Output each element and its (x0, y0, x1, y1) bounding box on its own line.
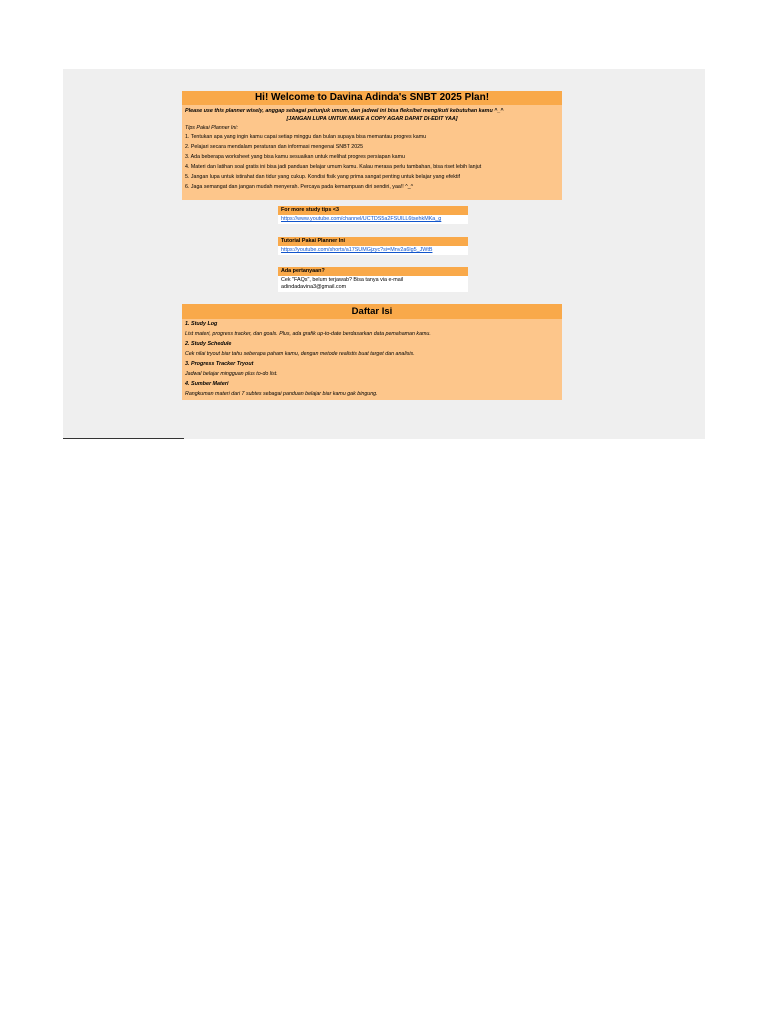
toc-item-title: 1. Study Log (185, 321, 218, 327)
toc-item-title: 2. Study Schedule (185, 341, 232, 347)
toc-item-title: 4. Sumber Materi (185, 381, 229, 387)
study-tips-link[interactable]: https://www.youtube.com/channel/UCTDS5a2FSUlLL6tsehkMKa_g (281, 216, 442, 222)
toc-title: Daftar Isi (182, 304, 562, 319)
tip-item: 6. Jaga semangat dan jangan mudah menyerah. Percaya pada kemampuan diri sendiri, yaa!! ^_^ (185, 184, 414, 190)
study-tips-card (278, 206, 468, 224)
study-tips-label: For more study tips <3 (278, 206, 468, 215)
tip-item: 3. Ada beberapa worksheet yang bisa kamu sesuaikan untuk melihat progres persiapan kamu (185, 154, 405, 160)
study-tips-cell (278, 215, 468, 224)
toc-item-desc: Jadwal belajar mingguan plus to-do list. (185, 371, 278, 377)
tutorial-card (278, 237, 468, 255)
tutorial-cell (278, 246, 468, 255)
tip-item: 4. Materi dan latihan soal gratis ini bisa jadi panduan belajar umum kamu. Kalau merasa perlu tambahan, bisa riset lebih lanjut (185, 164, 482, 170)
faq-cell (278, 276, 468, 292)
toc-item-desc: Cek nilai tryout biar tahu seberapa paham kamu, dengan metode realistis buat target dan analisis. (185, 351, 415, 357)
toc-item-title: 3. Progress Tracker Tryout (185, 361, 254, 367)
divider-line (63, 438, 184, 439)
welcome-title: Hi! Welcome to Davina Adinda's SNBT 2025 Plan! (182, 91, 562, 105)
copy-note: [JANGAN LUPA UNTUK MAKE A COPY AGAR DAPAT DI-EDIT YAA] (286, 116, 458, 122)
faq-label: Ada pertanyaan? (278, 267, 468, 276)
spreadsheet-area (63, 69, 705, 439)
tip-item: 1. Tentukan apa yang ingin kamu capai setiap minggu dan bulan supaya bisa memantau progres kamu (185, 134, 427, 140)
tip-item: 2. Pelajari secara mendalam peraturan dan informasi mengenai SNBT 2025 (185, 144, 364, 150)
table-of-contents (182, 304, 562, 400)
faq-email: adindadavina3@gmail.com (281, 284, 347, 290)
tutorial-link[interactable]: https://youtube.com/shorts/a17SUMGjzyc?si=Mnv2a6lg5_JWtB (281, 247, 433, 253)
tutorial-label: Tutorial Pakai Planner Ini (278, 237, 468, 246)
tips-heading: Tips Pakai Planner Ini: (185, 125, 238, 131)
welcome-intro: Please use this planner wisely, anggap sebagai petunjuk umum, dan jadwal ini bisa fleksibel mengikuti kebutuhan kamu ^_^ (185, 108, 504, 114)
toc-item-desc: List materi, progress tracker, dan goals. Plus, ada grafik up-to-date berdasarkan data pemahaman kamu. (185, 331, 431, 337)
tip-item: 5. Jangan lupa untuk istirahat dan tidur yang cukup. Kondisi fisik yang prima sangat penting untuk belajar yang efektif (185, 174, 461, 180)
faq-text: Cek "FAQs", belum terjawab? Bisa tanya via e-mail (281, 277, 404, 283)
toc-item-desc: Rangkuman materi dari 7 subtes sebagai panduan belajar biar kamu gak bingung. (185, 391, 378, 397)
faq-card (278, 267, 468, 292)
welcome-block (182, 91, 562, 200)
